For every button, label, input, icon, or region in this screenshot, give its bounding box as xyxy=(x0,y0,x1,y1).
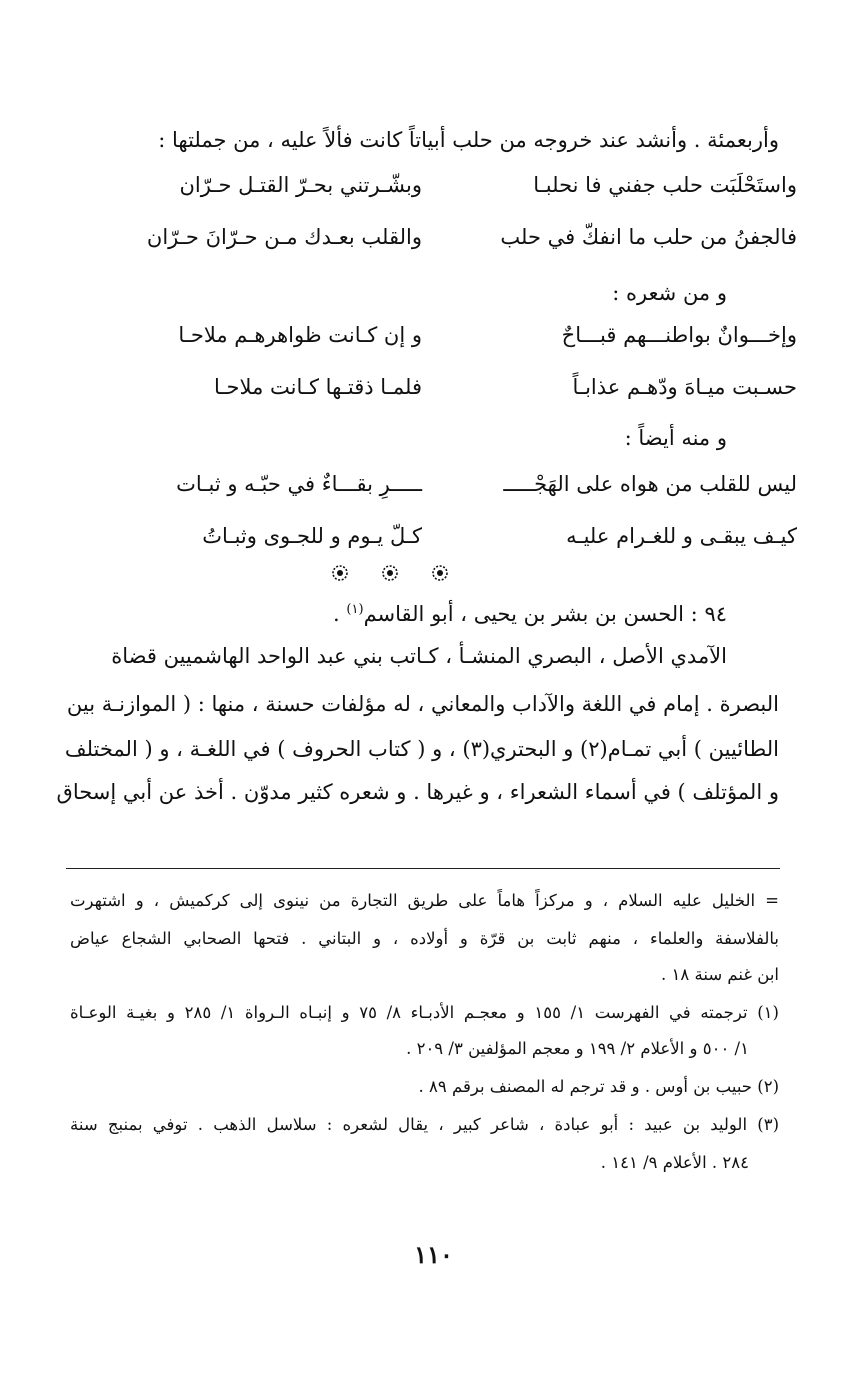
verse-first-hemistich: كيـف يبقـى و للغـرام عليـه xyxy=(566,524,797,548)
footnote-2: (٢) حبيب بن أوس . و قد ترجم له المصنف برقم ٨٩ . xyxy=(418,1077,779,1096)
verse-line xyxy=(70,514,797,558)
footnote-separator xyxy=(66,868,780,869)
verse-first-hemistich: فالجفنُ من حلب ما انفكّ في حلب xyxy=(500,225,797,249)
poem-intro: و منه أيضاً : xyxy=(624,426,727,450)
verse-second-hemistich: كـلّ يـوم و للجـوى وثبـاتُ xyxy=(202,524,422,548)
verse-second-hemistich: والقلب بعـدك مـن حـرّانَ حـرّان xyxy=(146,225,422,249)
verse-line xyxy=(70,215,797,259)
footnote-ref: (١) xyxy=(346,602,364,617)
footnote-3: (٣) الوليد بن عبيد : أبو عبادة ، شاعر كبير ، يقال لشعره : سلاسل الذهب . توفي بمنبج سنة xyxy=(70,1115,779,1134)
verse-second-hemistich: ـــــرِ بقـــاءٌ في حبّـه و ثبـات xyxy=(176,472,422,496)
flower-ornament-icon xyxy=(330,563,350,583)
entry-number: ٩٤ xyxy=(704,602,727,626)
verse-first-hemistich: وإخـــوانٌ بواطنـــهم قبـــاحٌ xyxy=(561,323,797,347)
flower-ornament-icon xyxy=(380,563,400,583)
verse-first-hemistich: حسـبت ميـاهَ ودّهـم عذابـاً xyxy=(572,375,797,399)
verse-line xyxy=(70,365,797,409)
footnote-line: = الخليل عليه السلام ، و مركزاً هاماً على طريق التجارة من نينوى إلى كركميش ، و اشتهرت xyxy=(70,891,779,910)
verse-second-hemistich: وبشّـرتني بحـرّ القتـل حـرّان xyxy=(179,173,422,197)
verse-line xyxy=(70,462,797,506)
verse-line xyxy=(70,163,797,207)
intro-line: وأربعمئة . وأنشد عند خروجه من حلب أبياتاً كانت فألاً عليه ، من جملتها : xyxy=(158,128,779,152)
section-ornaments xyxy=(330,563,450,587)
flower-ornament-icon xyxy=(430,563,450,583)
footnote-1: (١) ترجمته في الفهرست ١/ ١٥٥ و معجـم الأدبـاء ٨/ ٧٥ و إنبـاه الـرواة ١/ ٢٨٥ و بغيـة الوعـاة xyxy=(70,1003,779,1022)
footnote-1-continued: ١/ ٥٠٠ و الأعلام ٢/ ١٩٩ و معجم المؤلفين ٣/ ٢٠٩ . xyxy=(406,1039,749,1058)
verse-first-hemistich: واستَحْلَبَت حلب جفني فا نحلبـا xyxy=(533,173,797,197)
page-number: ١١٠ xyxy=(414,1240,453,1269)
footnote-line: ابن غنم سنة ١٨ . xyxy=(661,965,779,984)
paragraph-line: الآمدي الأصل ، البصري المنشـأ ، كـاتب بني عبد الواحد الهاشميين قضاة xyxy=(111,644,727,668)
footnote-line: بالفلاسفة والعلماء ، منهم ثابت بن قرّة و أولاده ، و البتاني . فتحها الصحابي الشجاع عياض xyxy=(70,929,779,948)
entry-end: . xyxy=(333,602,340,626)
paragraph-line: الطائيين ) أبي تمـام(٢) و البحتري(٣) ، و ( كتاب الحروف ) في اللغـة ، و ( المختلف xyxy=(64,737,779,761)
verse-second-hemistich: فلمـا ذقتـها كـانت ملاحـا xyxy=(214,375,422,399)
verse-first-hemistich: ليس للقلب من هواه على الهَجْـــــ xyxy=(503,472,797,496)
paragraph-line: البصرة . إمام في اللغة والآداب والمعاني ، له مؤلفات حسنة ، منها : ( الموازنـة بين xyxy=(66,692,779,716)
paragraph-line: و المؤتلف ) في أسماء الشعراء ، و غيرها . و شعره كثير مدوّن . أخذ عن أبي إسحاق xyxy=(56,780,779,804)
verse-line xyxy=(70,313,797,357)
poem-intro: و من شعره : xyxy=(612,281,727,305)
entry-name: : الحسن بن بشر بن يحيى ، أبو القاسم xyxy=(363,602,698,626)
verse-second-hemistich: و إن كـانت ظواهرهـم ملاحـا xyxy=(178,323,422,347)
entry-heading xyxy=(333,590,727,634)
footnote-3-continued: ٢٨٤ . الأعلام ٩/ ١٤١ . xyxy=(600,1153,749,1172)
